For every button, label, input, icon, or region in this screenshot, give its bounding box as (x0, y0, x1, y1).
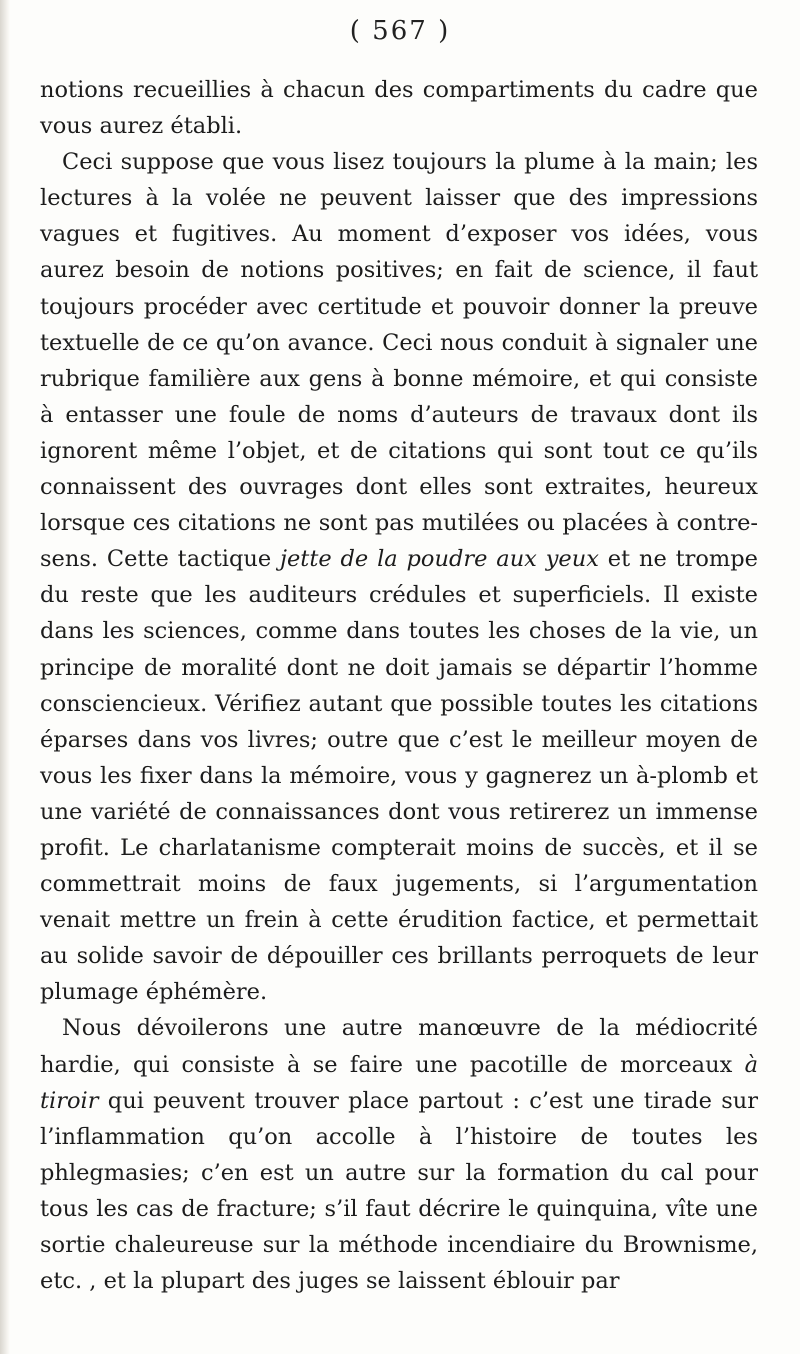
page-spine-shadow (0, 0, 10, 1354)
text-segment: et ne trompe du reste que les auditeurs crédules et superficiels. Il existe dans les sciences, comme dans toutes les choses de la vie, un principe de moralité dont ne doit jamais se départir l’homme consciencieux. Vérifiez autant que possible toutes les citations éparses dans vos livres; outre que c’est le meilleur moyen de vous les fixer dans la mémoire, vous y gagnerez un à-plomb et une variété de connaissances dont vous retirerez un immense profit. Le charlatanisme compterait moins de succès, et il se commettrait moins de faux jugements, si l’argumentation venait mettre un frein à cette érudition factice, et permettait au solide savoir de dépouiller ces brillants perroquets de leur plumage éphémère. (40, 546, 758, 1006)
text-segment: qui peuvent trouver place partout : c’est une tirade sur l’inflammation qu’on accolle à l’histoire de toutes les phlegmasies; c’en est un autre sur la formation du cal pour tous les cas de fracture; s’il faut décrire le quinquina, vîte une sortie chaleureuse sur la méthode incendiaire du Brownisme, etc. , et la plupart des juges se laissent éblouir par (40, 1087, 758, 1295)
italic-phrase: à tiroir (40, 1051, 758, 1114)
text-segment: Ceci suppose que vous lisez toujours la plume à la main; les lectures à la volée ne peuvent laisser que des impressions vagues et fugitives. Au moment d’exposer vos idées, vous aurez besoin de notions positives; en fait de science, il faut toujours procéder avec certitude et pouvoir donner la preuve textuelle de ce qu’on avance. Ceci nous conduit à signaler une rubrique familière aux gens à bonne mémoire, et qui consiste à entasser une foule de noms d’auteurs de travaux dont ils ignorent même l’objet, et de citations qui sont tout ce qu’ils connaissent des ouvrages dont elles sont extraites, heureux lorsque ces citations ne sont pas mutilées ou placées à contre-sens. Cette tactique (40, 149, 758, 573)
body-text (40, 72, 758, 1299)
paragraph-2 (40, 144, 758, 1010)
text-segment: notions recueillies à chacun des compartiments du cadre que vous aurez établi. (40, 77, 758, 140)
paragraph-3 (40, 1010, 758, 1299)
italic-phrase: jette de la poudre aux yeux (280, 546, 599, 573)
page-number: ( 567 ) (349, 16, 451, 46)
paragraph-1 (40, 72, 758, 144)
text-segment: Nous dévoilerons une autre manœuvre de la médiocrité hardie, qui consiste à se faire une pacotille de morceaux (40, 1015, 758, 1078)
